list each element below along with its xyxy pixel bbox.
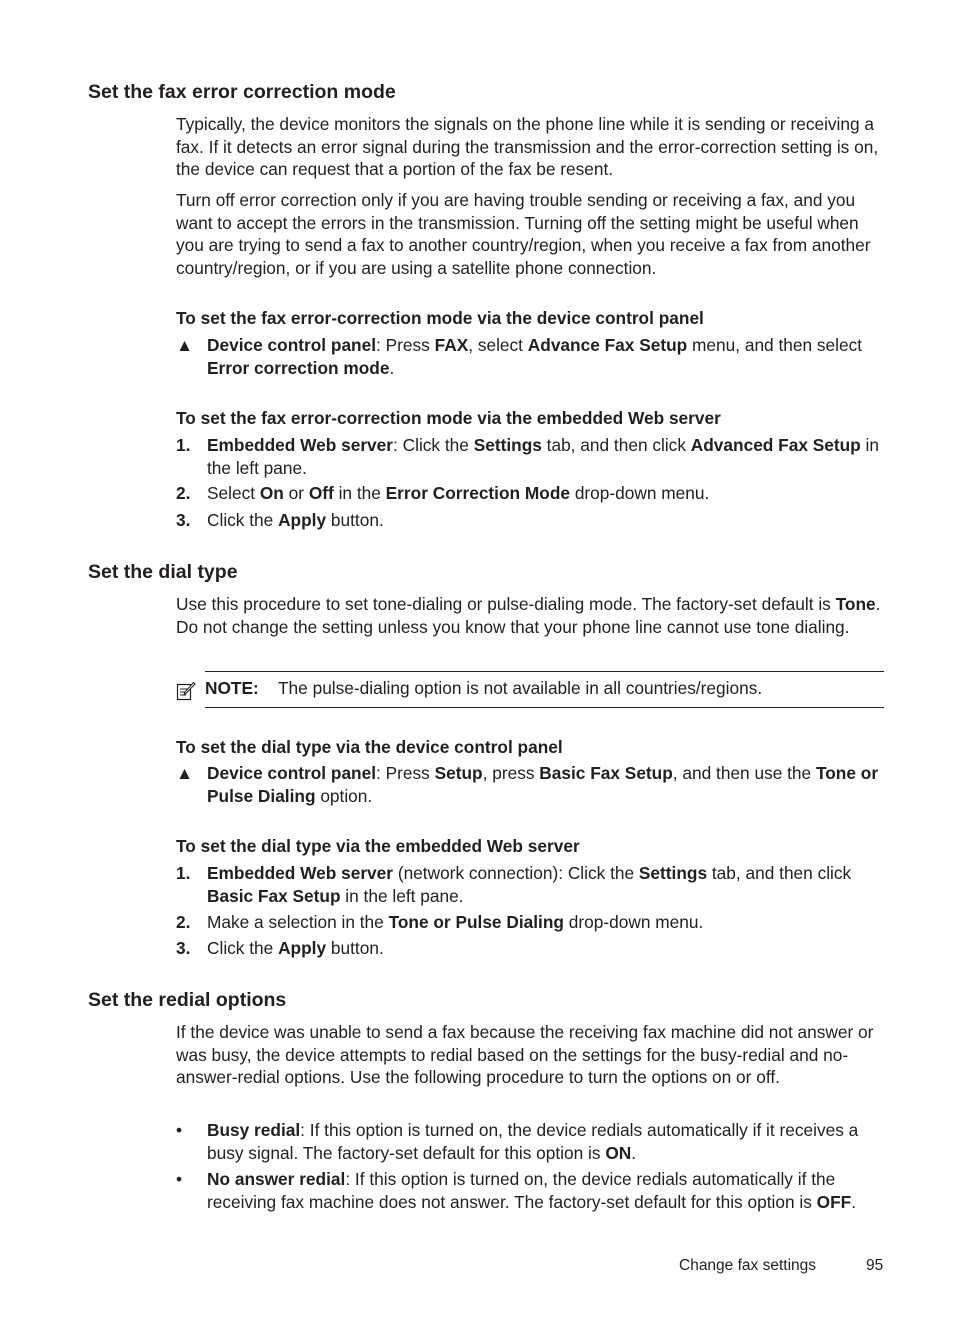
list-item: 1. Embedded Web server (network connection): Click the Settings tab, and then click Basic Fax Setup in the left pane. [176,863,852,906]
list-item: • Busy redial: If this option is turned on, the device redials automatically if it receives a busy signal. The factory-set default for this option is ON. [176,1120,859,1163]
procedure-title-web-server: To set the dial type via the embedded Web server [176,836,580,856]
bullet-icon: • [176,1169,183,1189]
step-number: 2. [176,483,191,503]
triangle-icon: ▲ [176,763,194,783]
note-top-rule [205,671,884,672]
triangle-icon: ▲ [176,335,194,355]
list-item: • No answer redial: If this option is turned on, the device redials automatically if the receiving fax machine does not answer. The factory-set default for this option is OFF. [176,1169,857,1212]
footer-section-title: Change fax settings [679,1257,817,1274]
note-text: The pulse-dialing option is not available in all countries/regions. [278,678,763,698]
step-number: 1. [176,435,191,455]
section-heading-dial-type: Set the dial type [88,561,238,583]
paragraph-error-correction-intro: Typically, the device monitors the signals on the phone line while it is sending or receiving a fax. If it detects an error signal during the transmission and the error-correction setting is on, the device can request that a portion of the fax be resent. [176,114,879,179]
step-number: 1. [176,863,191,883]
note-bottom-rule [205,707,884,708]
list-item: 1. Embedded Web server: Click the Settings tab, and then click Advanced Fax Setup in the left pane. [176,435,880,478]
note-icon [176,681,196,701]
procedure-step-control-panel: ▲ Device control panel: Press FAX, select Advance Fax Setup menu, and then select Error correction mode. [176,335,863,378]
procedure-step-control-panel: ▲ Device control panel: Press Setup, press Basic Fax Setup, and then use the Tone or Pulse Dialing option. [176,763,879,806]
note-label: NOTE: [205,678,259,698]
step-number: 3. [176,938,191,958]
paragraph-redial-intro: If the device was unable to send a fax because the receiving fax machine did not answer or was busy, the device attempts to redial based on the settings for the busy-redial and no-answer-redial options. Use the following procedure to turn the options on or off. [176,1022,874,1087]
list-item: 2. Make a selection in the Tone or Pulse Dialing drop-down menu. [176,912,704,932]
paragraph-error-correction-advice: Turn off error correction only if you are having trouble sending or receiving a fax, and you want to accept the errors in the transmission. Turning off the setting might be useful when you are trying to send a fax to another country/region, when you receive a fax from another country/region, or if you are using a satellite phone connection. [176,190,871,278]
procedure-title-control-panel: To set the dial type via the device control panel [176,737,563,757]
paragraph-dial-type-intro: Use this procedure to set tone-dialing or pulse-dialing mode. The factory-set default is Tone. Do not change the setting unless you know that your phone line cannot use tone dialing. [176,594,881,637]
page-number: 95 [866,1257,884,1274]
procedure-title-control-panel: To set the fax error-correction mode via the device control panel [176,308,704,328]
procedure-title-web-server: To set the fax error-correction mode via the embedded Web server [176,408,721,428]
bullet-icon: • [176,1120,183,1140]
step-number: 2. [176,912,191,932]
step-number: 3. [176,510,191,530]
list-item: 2. Select On or Off in the Error Correction Mode drop-down menu. [176,483,710,503]
list-item: 3. Click the Apply button. [176,938,384,958]
list-item: 3. Click the Apply button. [176,510,384,530]
section-heading-error-correction: Set the fax error correction mode [88,81,396,103]
section-heading-redial-options: Set the redial options [88,989,287,1011]
